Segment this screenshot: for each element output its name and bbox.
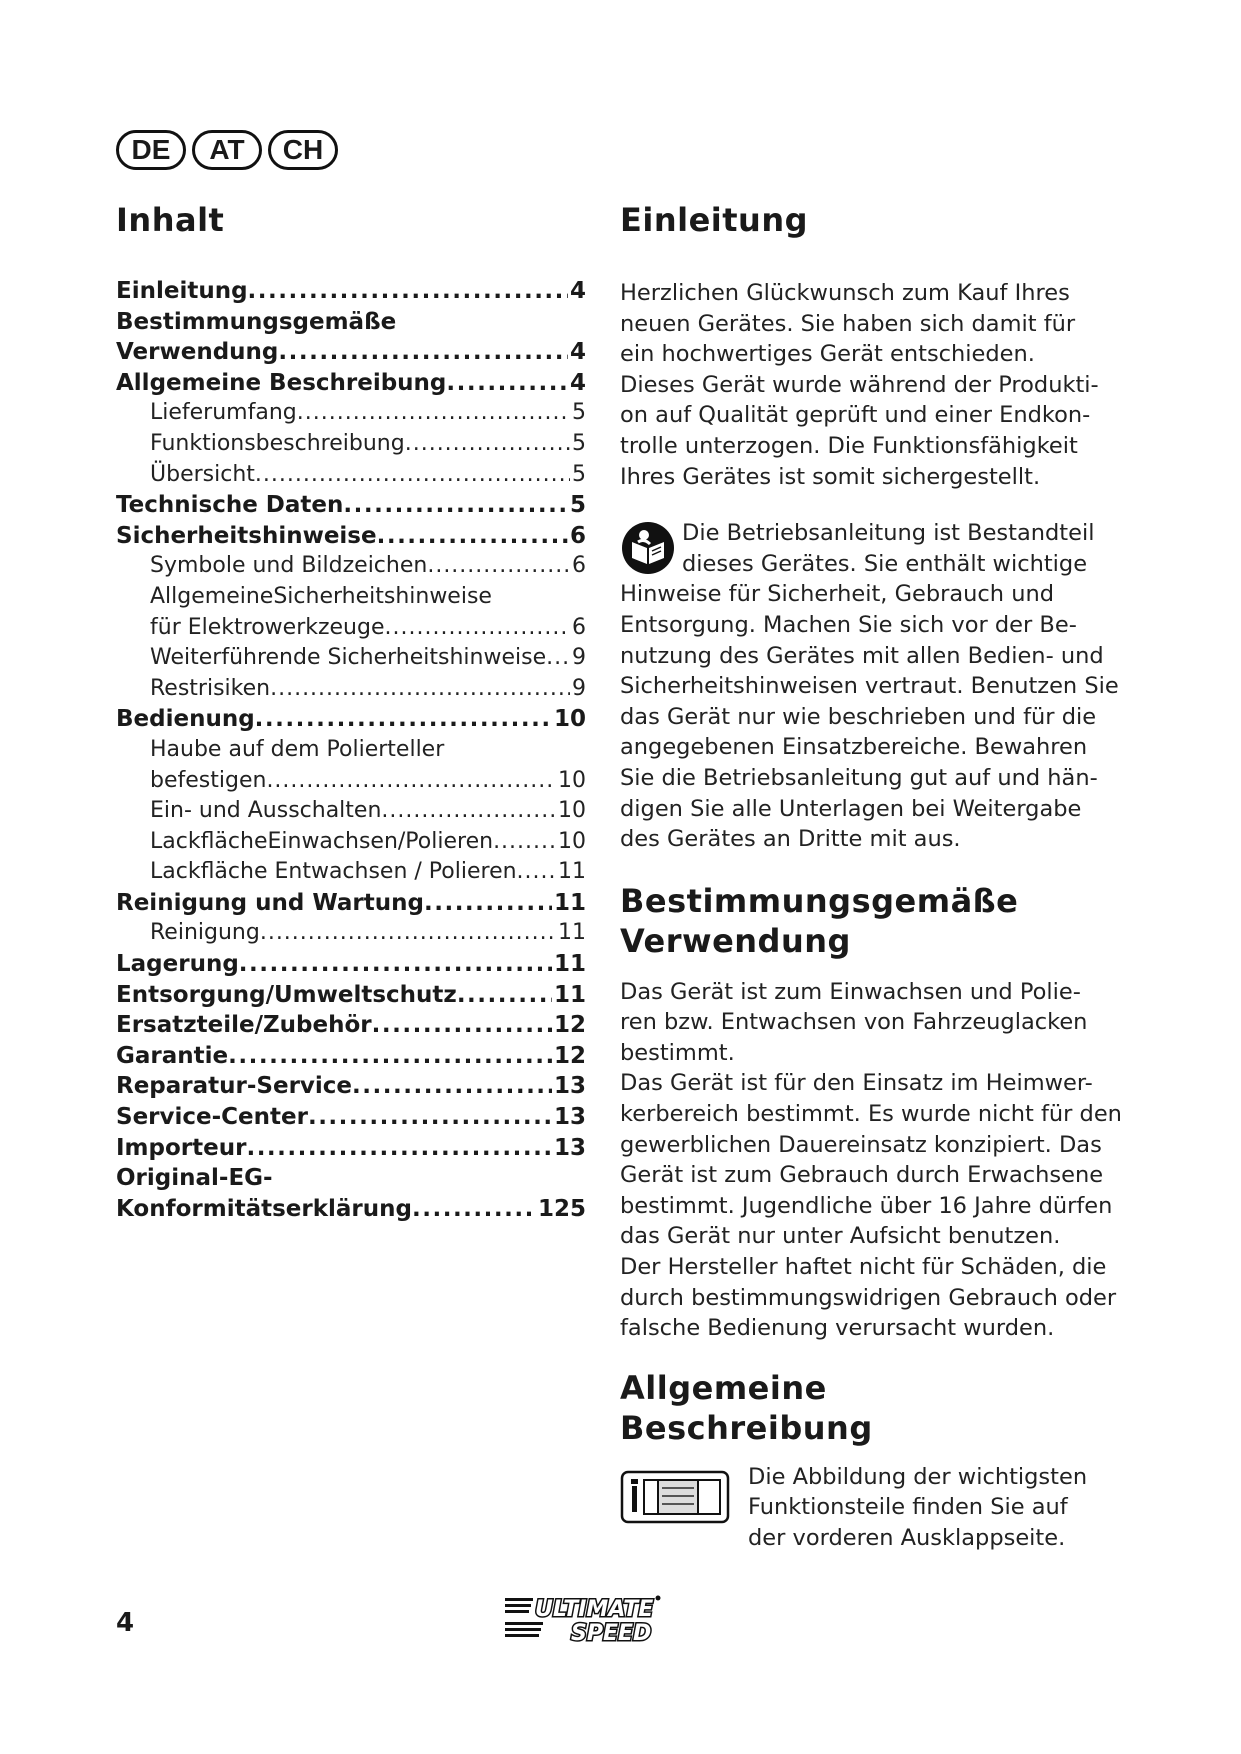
paragraph-line: Dieses Gerät wurde während der Produkti- bbox=[620, 371, 1099, 398]
toc-entry bbox=[116, 307, 586, 338]
paragraph-line: Das Gerät ist für den Einsatz im Heimwer- bbox=[620, 1070, 1093, 1097]
toc-entry-leader bbox=[493, 827, 556, 858]
paragraph-line: Gerät ist zum Gebrauch durch Erwachsene bbox=[620, 1162, 1104, 1189]
toc-entry-page: 11 bbox=[553, 981, 586, 1008]
toc-entry-leader bbox=[427, 551, 570, 582]
beschreibung-paragraph bbox=[748, 1462, 1087, 1554]
paragraph-line: Die Betriebsanleitung ist Bestandteil bbox=[682, 520, 1095, 547]
paragraph-line: Der Hersteller haftet nicht für Schäden, die bbox=[620, 1254, 1107, 1281]
toc-entry-page: 10 bbox=[558, 767, 586, 793]
toc-entry-page: 11 bbox=[558, 859, 586, 885]
paragraph-line: das Gerät nur unter Aufsicht benutzen. bbox=[620, 1223, 1061, 1250]
paragraph-line: Herzlichen Glückwunsch zum Kauf Ihres bbox=[620, 280, 1070, 306]
toc-entry bbox=[116, 1133, 586, 1164]
paragraph-line: on auf Qualität geprüft und einer Endkon- bbox=[620, 402, 1091, 429]
logo-line2: SPEED bbox=[571, 1621, 652, 1644]
toc-entry-page: 9 bbox=[572, 645, 586, 671]
toc-entry-page: 11 bbox=[553, 889, 586, 916]
section-title-verwendung-line2: Verwendung bbox=[620, 921, 851, 960]
toc-entry-title: Original-EG- bbox=[116, 1165, 273, 1192]
toc-entry-leader bbox=[255, 460, 570, 491]
section-title-einleitung: Einleitung bbox=[620, 201, 809, 239]
toc-title: Inhalt bbox=[116, 201, 225, 239]
toc-entry-title: Restrisiken bbox=[150, 675, 271, 701]
toc-entry bbox=[116, 1071, 586, 1102]
toc-entry bbox=[116, 1041, 586, 1072]
country-badges bbox=[116, 130, 338, 170]
country-badge-ch: CH bbox=[268, 130, 338, 170]
einleitung-paragraph-1 bbox=[620, 278, 1099, 492]
toc-entry-page: 5 bbox=[572, 400, 586, 426]
toc-entry-leader bbox=[260, 918, 556, 949]
toc-entry-page: 6 bbox=[569, 522, 586, 549]
info-foldout-icon bbox=[620, 1470, 730, 1524]
toc-entry-title: Lagerung bbox=[116, 951, 239, 978]
einleitung-paragraph-2 bbox=[620, 518, 1119, 855]
toc-entry-title: Bestimmungsgemäße bbox=[116, 308, 397, 335]
toc-entry-page: 5 bbox=[572, 461, 586, 487]
section-title-verwendung-line1: Bestimmungsgemäße bbox=[620, 881, 1019, 920]
toc-entry bbox=[116, 796, 586, 827]
toc-entry-leader bbox=[255, 704, 552, 735]
toc-entry-leader bbox=[546, 643, 570, 674]
toc-entry bbox=[116, 827, 586, 858]
toc-entry bbox=[116, 1163, 586, 1194]
paragraph-line: durch bestimmungswidrigen Gebrauch oder bbox=[620, 1284, 1117, 1311]
toc-entry-leader bbox=[246, 1133, 552, 1164]
paragraph-line: Hinweise für Sicherheit, Gebrauch und bbox=[620, 581, 1055, 608]
toc-entry-title: Einleitung bbox=[116, 278, 248, 304]
toc-entry-page: 125 bbox=[537, 1195, 586, 1222]
ultimate-speed-logo bbox=[505, 1590, 665, 1644]
toc-entry bbox=[116, 490, 586, 521]
toc-entry bbox=[116, 674, 586, 705]
toc-entry-title: Sicherheitshinweise bbox=[116, 522, 377, 549]
toc-entry bbox=[116, 551, 586, 582]
toc-entry-title: Service-Center bbox=[116, 1104, 308, 1131]
paragraph-line: nutzung des Gerätes mit allen Bedien- und bbox=[620, 642, 1104, 669]
toc-entry-title: LackflächeEinwachsen/Polieren bbox=[150, 828, 494, 854]
toc-entry-leader bbox=[352, 1071, 552, 1102]
toc-entry-page: 6 bbox=[572, 553, 586, 579]
read-manual-icon bbox=[620, 520, 676, 576]
paragraph-line: neuen Gerätes. Sie haben sich damit für bbox=[620, 310, 1076, 337]
toc-list bbox=[116, 276, 586, 1224]
toc-entry-title: Importeur bbox=[116, 1134, 247, 1161]
toc-entry-page: 4 bbox=[569, 278, 586, 304]
toc-entry-title: Garantie bbox=[116, 1042, 229, 1069]
toc-entry-page: 13 bbox=[553, 1134, 586, 1161]
paragraph-line: Das Gerät ist zum Einwachsen und Polie- bbox=[620, 978, 1081, 1005]
toc-entry-page: 9 bbox=[572, 675, 586, 701]
paragraph-line: Entsorgung. Machen Sie sich vor der Be- bbox=[620, 611, 1077, 638]
paragraph-line: falsche Bedienung verursacht wurden. bbox=[620, 1315, 1055, 1342]
toc-entry-leader bbox=[270, 674, 570, 705]
toc-entry bbox=[116, 735, 586, 766]
paragraph-line: bestimmt. Jugendliche über 16 Jahre dürfen bbox=[620, 1192, 1113, 1219]
toc-entry-title: AllgemeineSicherheitshinweise bbox=[150, 583, 492, 609]
toc-entry-title: Entsorgung/Umweltschutz bbox=[116, 981, 457, 1008]
toc-entry bbox=[116, 613, 586, 644]
paragraph-line: das Gerät nur wie beschrieben und für die bbox=[620, 703, 1097, 730]
toc-entry-title: Konformitätserklärung bbox=[116, 1195, 412, 1222]
toc-entry bbox=[116, 398, 586, 429]
toc-entry bbox=[116, 766, 586, 797]
toc-entry-leader bbox=[308, 1102, 552, 1133]
toc-entry bbox=[116, 337, 586, 368]
toc-entry bbox=[116, 521, 586, 552]
paragraph-line: des Gerätes an Dritte mit aus. bbox=[620, 826, 961, 853]
paragraph-line: Sicherheitshinweisen vertraut. Benutzen Sie bbox=[620, 673, 1119, 700]
toc-entry-title: Verwendung bbox=[116, 339, 279, 366]
toc-entry-page: 4 bbox=[569, 369, 586, 396]
toc-entry bbox=[116, 276, 586, 307]
section-title-verwendung bbox=[620, 881, 1090, 961]
toc-entry-leader bbox=[266, 766, 556, 797]
toc-entry-title: Technische Daten bbox=[116, 492, 344, 519]
page-number: 4 bbox=[116, 1608, 135, 1638]
toc-entry-page: 6 bbox=[572, 614, 586, 640]
toc-entry-title: Reparatur-Service bbox=[116, 1073, 353, 1100]
toc-entry bbox=[116, 368, 586, 399]
toc-entry-leader bbox=[343, 490, 568, 521]
toc-entry-page: 13 bbox=[553, 1073, 586, 1100]
toc-entry-leader bbox=[385, 613, 570, 644]
toc-entry-page: 10 bbox=[558, 828, 586, 854]
paragraph-line: ren bzw. Entwachsen von Fahrzeuglacken bbox=[620, 1009, 1088, 1036]
toc-entry-leader bbox=[457, 980, 552, 1011]
toc-entry-title: befestigen bbox=[150, 767, 267, 793]
toc-entry bbox=[116, 980, 586, 1011]
toc-entry-page: 13 bbox=[553, 1104, 586, 1131]
toc-entry-leader bbox=[297, 398, 570, 429]
country-badge-de: DE bbox=[116, 130, 186, 170]
paragraph-line: bestimmt. bbox=[620, 1039, 735, 1066]
toc-entry-leader bbox=[377, 521, 568, 552]
toc-entry-title: Symbole und Bildzeichen bbox=[150, 553, 428, 579]
toc-entry-leader bbox=[372, 1010, 552, 1041]
toc-entry-page: 5 bbox=[569, 492, 586, 519]
toc-entry-leader bbox=[278, 337, 568, 368]
toc-entry-title: Allgemeine Beschreibung bbox=[116, 369, 447, 396]
paragraph-line: Ihres Gerätes ist somit sichergestellt. bbox=[620, 463, 1041, 490]
toc-entry-title: Lieferumfang bbox=[150, 400, 297, 426]
toc-entry bbox=[116, 460, 586, 491]
paragraph-line: dieses Gerätes. Sie enthält wichtige bbox=[682, 550, 1088, 577]
toc-entry bbox=[116, 888, 586, 919]
section-title-beschreibung-line1: Allgemeine bbox=[620, 1368, 827, 1407]
paragraph-line: der vorderen Ausklappseite. bbox=[748, 1525, 1066, 1551]
verwendung-paragraph bbox=[620, 977, 1122, 1344]
toc-entry bbox=[116, 643, 586, 674]
toc-entry bbox=[116, 857, 586, 888]
content-column bbox=[620, 200, 1122, 1562]
toc-entry-title: Ein- und Ausschalten bbox=[150, 798, 382, 824]
section-title-beschreibung-line2: Beschreibung bbox=[620, 1408, 873, 1447]
toc-entry bbox=[116, 949, 586, 980]
toc-entry-page: 11 bbox=[558, 920, 586, 946]
toc-entry-page: 4 bbox=[569, 339, 586, 366]
paragraph-line: Funktionsteile finden Sie auf bbox=[748, 1494, 1068, 1521]
toc-entry-title: Lackfläche Entwachsen / Polieren bbox=[150, 859, 517, 885]
table-of-contents bbox=[116, 200, 586, 1224]
toc-entry-title: Übersicht bbox=[150, 461, 255, 487]
paragraph-line: Sie die Betriebsanleitung gut auf und hän- bbox=[620, 764, 1098, 791]
section-title-beschreibung bbox=[620, 1368, 1090, 1448]
toc-entry-leader bbox=[424, 888, 552, 919]
paragraph-line: trolle unterzogen. Die Funktionsfähigkeit bbox=[620, 432, 1078, 459]
paragraph-line: Die Abbildung der wichtigsten bbox=[748, 1463, 1088, 1490]
toc-entry-leader bbox=[405, 429, 570, 460]
paragraph-line: gewerblichen Dauereinsatz konzipiert. Das bbox=[620, 1131, 1102, 1158]
toc-entry bbox=[116, 1102, 586, 1133]
toc-entry-leader bbox=[239, 949, 552, 980]
paragraph-line: kerbereich bestimmt. Es wurde nicht für den bbox=[620, 1101, 1122, 1128]
toc-entry-page: 10 bbox=[553, 706, 586, 733]
toc-entry-leader bbox=[381, 796, 556, 827]
toc-entry-page: 12 bbox=[553, 1012, 586, 1039]
toc-entry-title: Haube auf dem Polierteller bbox=[150, 736, 445, 762]
toc-entry bbox=[116, 704, 586, 735]
toc-entry bbox=[116, 918, 586, 949]
toc-entry-title: für Elektrowerkzeuge bbox=[150, 614, 385, 640]
paragraph-line: angegebenen Einsatzbereiche. Bewahren bbox=[620, 734, 1088, 761]
toc-entry-page: 10 bbox=[558, 798, 586, 824]
toc-entry-title: Funktionsbeschreibung bbox=[150, 430, 405, 456]
toc-entry-title: Weiterführende Sicherheitshinweise bbox=[150, 645, 547, 671]
toc-entry-title: Reinigung bbox=[150, 920, 260, 946]
paragraph-line: digen Sie alle Unterlagen bei Weitergabe bbox=[620, 795, 1082, 822]
toc-entry-leader bbox=[228, 1041, 552, 1072]
logo-line1: ULTIMATE bbox=[535, 1597, 654, 1622]
paragraph-line: ein hochwertiges Gerät entschieden. bbox=[620, 341, 1035, 368]
country-badge-at: AT bbox=[192, 130, 262, 170]
toc-entry-leader bbox=[517, 857, 556, 888]
toc-entry-title: Ersatzteile/Zubehör bbox=[116, 1012, 372, 1039]
toc-entry bbox=[116, 582, 586, 613]
toc-entry-leader bbox=[446, 368, 568, 399]
toc-entry bbox=[116, 429, 586, 460]
toc-entry bbox=[116, 1010, 586, 1041]
toc-entry-leader bbox=[248, 276, 568, 307]
toc-entry-leader bbox=[412, 1194, 536, 1225]
toc-entry-page: 12 bbox=[553, 1042, 586, 1069]
toc-entry bbox=[116, 1194, 586, 1225]
toc-entry-page: 5 bbox=[572, 430, 586, 456]
toc-entry-title: Bedienung bbox=[116, 706, 255, 733]
toc-entry-page: 11 bbox=[553, 951, 586, 978]
toc-entry-title: Reinigung und Wartung bbox=[116, 889, 424, 916]
